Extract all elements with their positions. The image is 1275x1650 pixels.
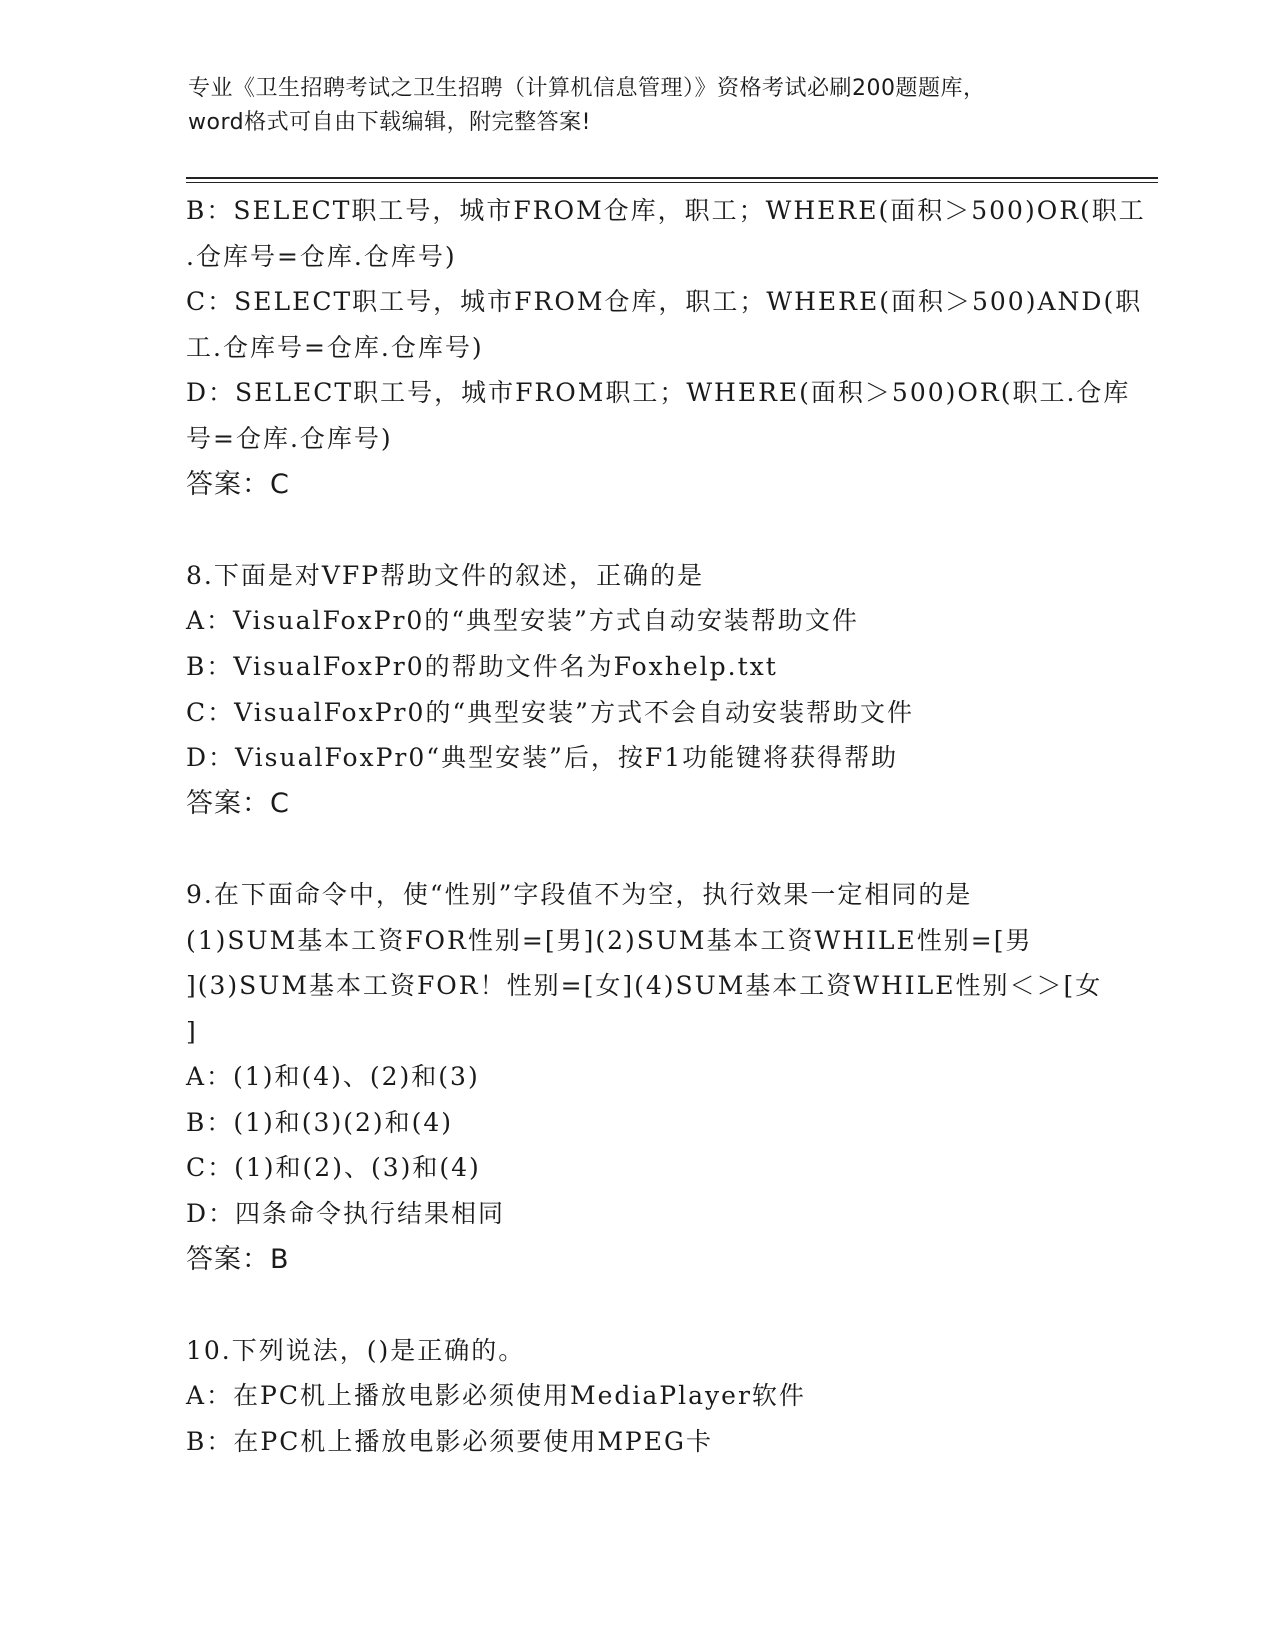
q7-option-b-line-1: B：SELECT职工号，城市FROM仓库，职工；WHERE(面积＞500)OR(职工 [186, 196, 1146, 225]
q7-option-c-line-1: C：SELECT职工号，城市FROM仓库，职工；WHERE(面积＞500)AND(职 [186, 287, 1143, 317]
q7-option-d-line-2: 号=仓库.仓库号) [186, 423, 393, 453]
spacer [186, 507, 1086, 553]
q10-question: 10.下列说法，()是正确的。 [186, 1335, 526, 1365]
q8-option-b: B：VisualFoxPr0的帮助文件名为Foxhelp.txt [186, 651, 778, 681]
header-line-2: word格式可自由下载编辑，附完整答案! [188, 110, 591, 135]
q8-option-c: C：VisualFoxPr0的“典型安装”方式不会自动安装帮助文件 [186, 697, 914, 727]
q8-option-a: A：VisualFoxPr0的“典型安装”方式自动安装帮助文件 [186, 606, 859, 636]
document-header [188, 72, 1088, 140]
q10-option-a: A：在PC机上播放电影必须使用MediaPlayer软件 [186, 1381, 806, 1411]
question-10-block [186, 1328, 1086, 1465]
q9-question-line-4: ] [186, 1016, 198, 1046]
spacer [186, 1282, 1086, 1328]
question-8-block [186, 553, 1086, 827]
q10-option-b: B：在PC机上播放电影必须要使用MPEG卡 [186, 1427, 713, 1457]
question-7-block [186, 188, 1146, 507]
q8-answer: 答案：C [186, 787, 290, 819]
header-line-1: 专业《卫生招聘考试之卫生招聘（计算机信息管理）》资格考试必刷200题题库， [188, 76, 986, 101]
q8-question: 8.下面是对VFP帮助文件的叙述，正确的是 [186, 560, 705, 590]
q9-option-c: C：(1)和(2)、(3)和(4) [186, 1153, 481, 1183]
q8-option-d: D：VisualFoxPr0“典型安装”后，按F1功能键将获得帮助 [186, 743, 899, 773]
question-9-block [186, 872, 1103, 1282]
q9-question-line-2: (1)SUM基本工资FOR性别=[男](2)SUM基本工资WHILE性别=[男 [186, 925, 1033, 955]
q9-option-d: D：四条命令执行结果相同 [186, 1199, 506, 1229]
header-divider-thick [186, 177, 1158, 179]
document-body [186, 188, 1146, 1465]
q9-answer: 答案：B [186, 1243, 290, 1275]
q9-question-line-1: 9.在下面命令中，使“性别”字段值不为空，执行效果一定相同的是 [186, 879, 973, 909]
q7-option-b-line-2: .仓库号=仓库.仓库号) [186, 241, 457, 271]
q7-option-c-line-2: 工.仓库号=仓库.仓库号) [186, 332, 484, 362]
spacer [186, 826, 1086, 872]
header-divider-thin [186, 182, 1158, 183]
q7-answer: 答案：C [186, 468, 290, 500]
q9-question-line-3: ](3)SUM基本工资FOR！性别=[女](4)SUM基本工资WHILE性别＜＞[女 [186, 971, 1103, 1001]
q7-option-d-line-1: D：SELECT职工号，城市FROM职工；WHERE(面积＞500)OR(职工.仓库 [186, 378, 1131, 408]
q9-option-b: B：(1)和(3)(2)和(4) [186, 1107, 454, 1137]
q9-option-a: A：(1)和(4)、(2)和(3) [186, 1062, 480, 1092]
